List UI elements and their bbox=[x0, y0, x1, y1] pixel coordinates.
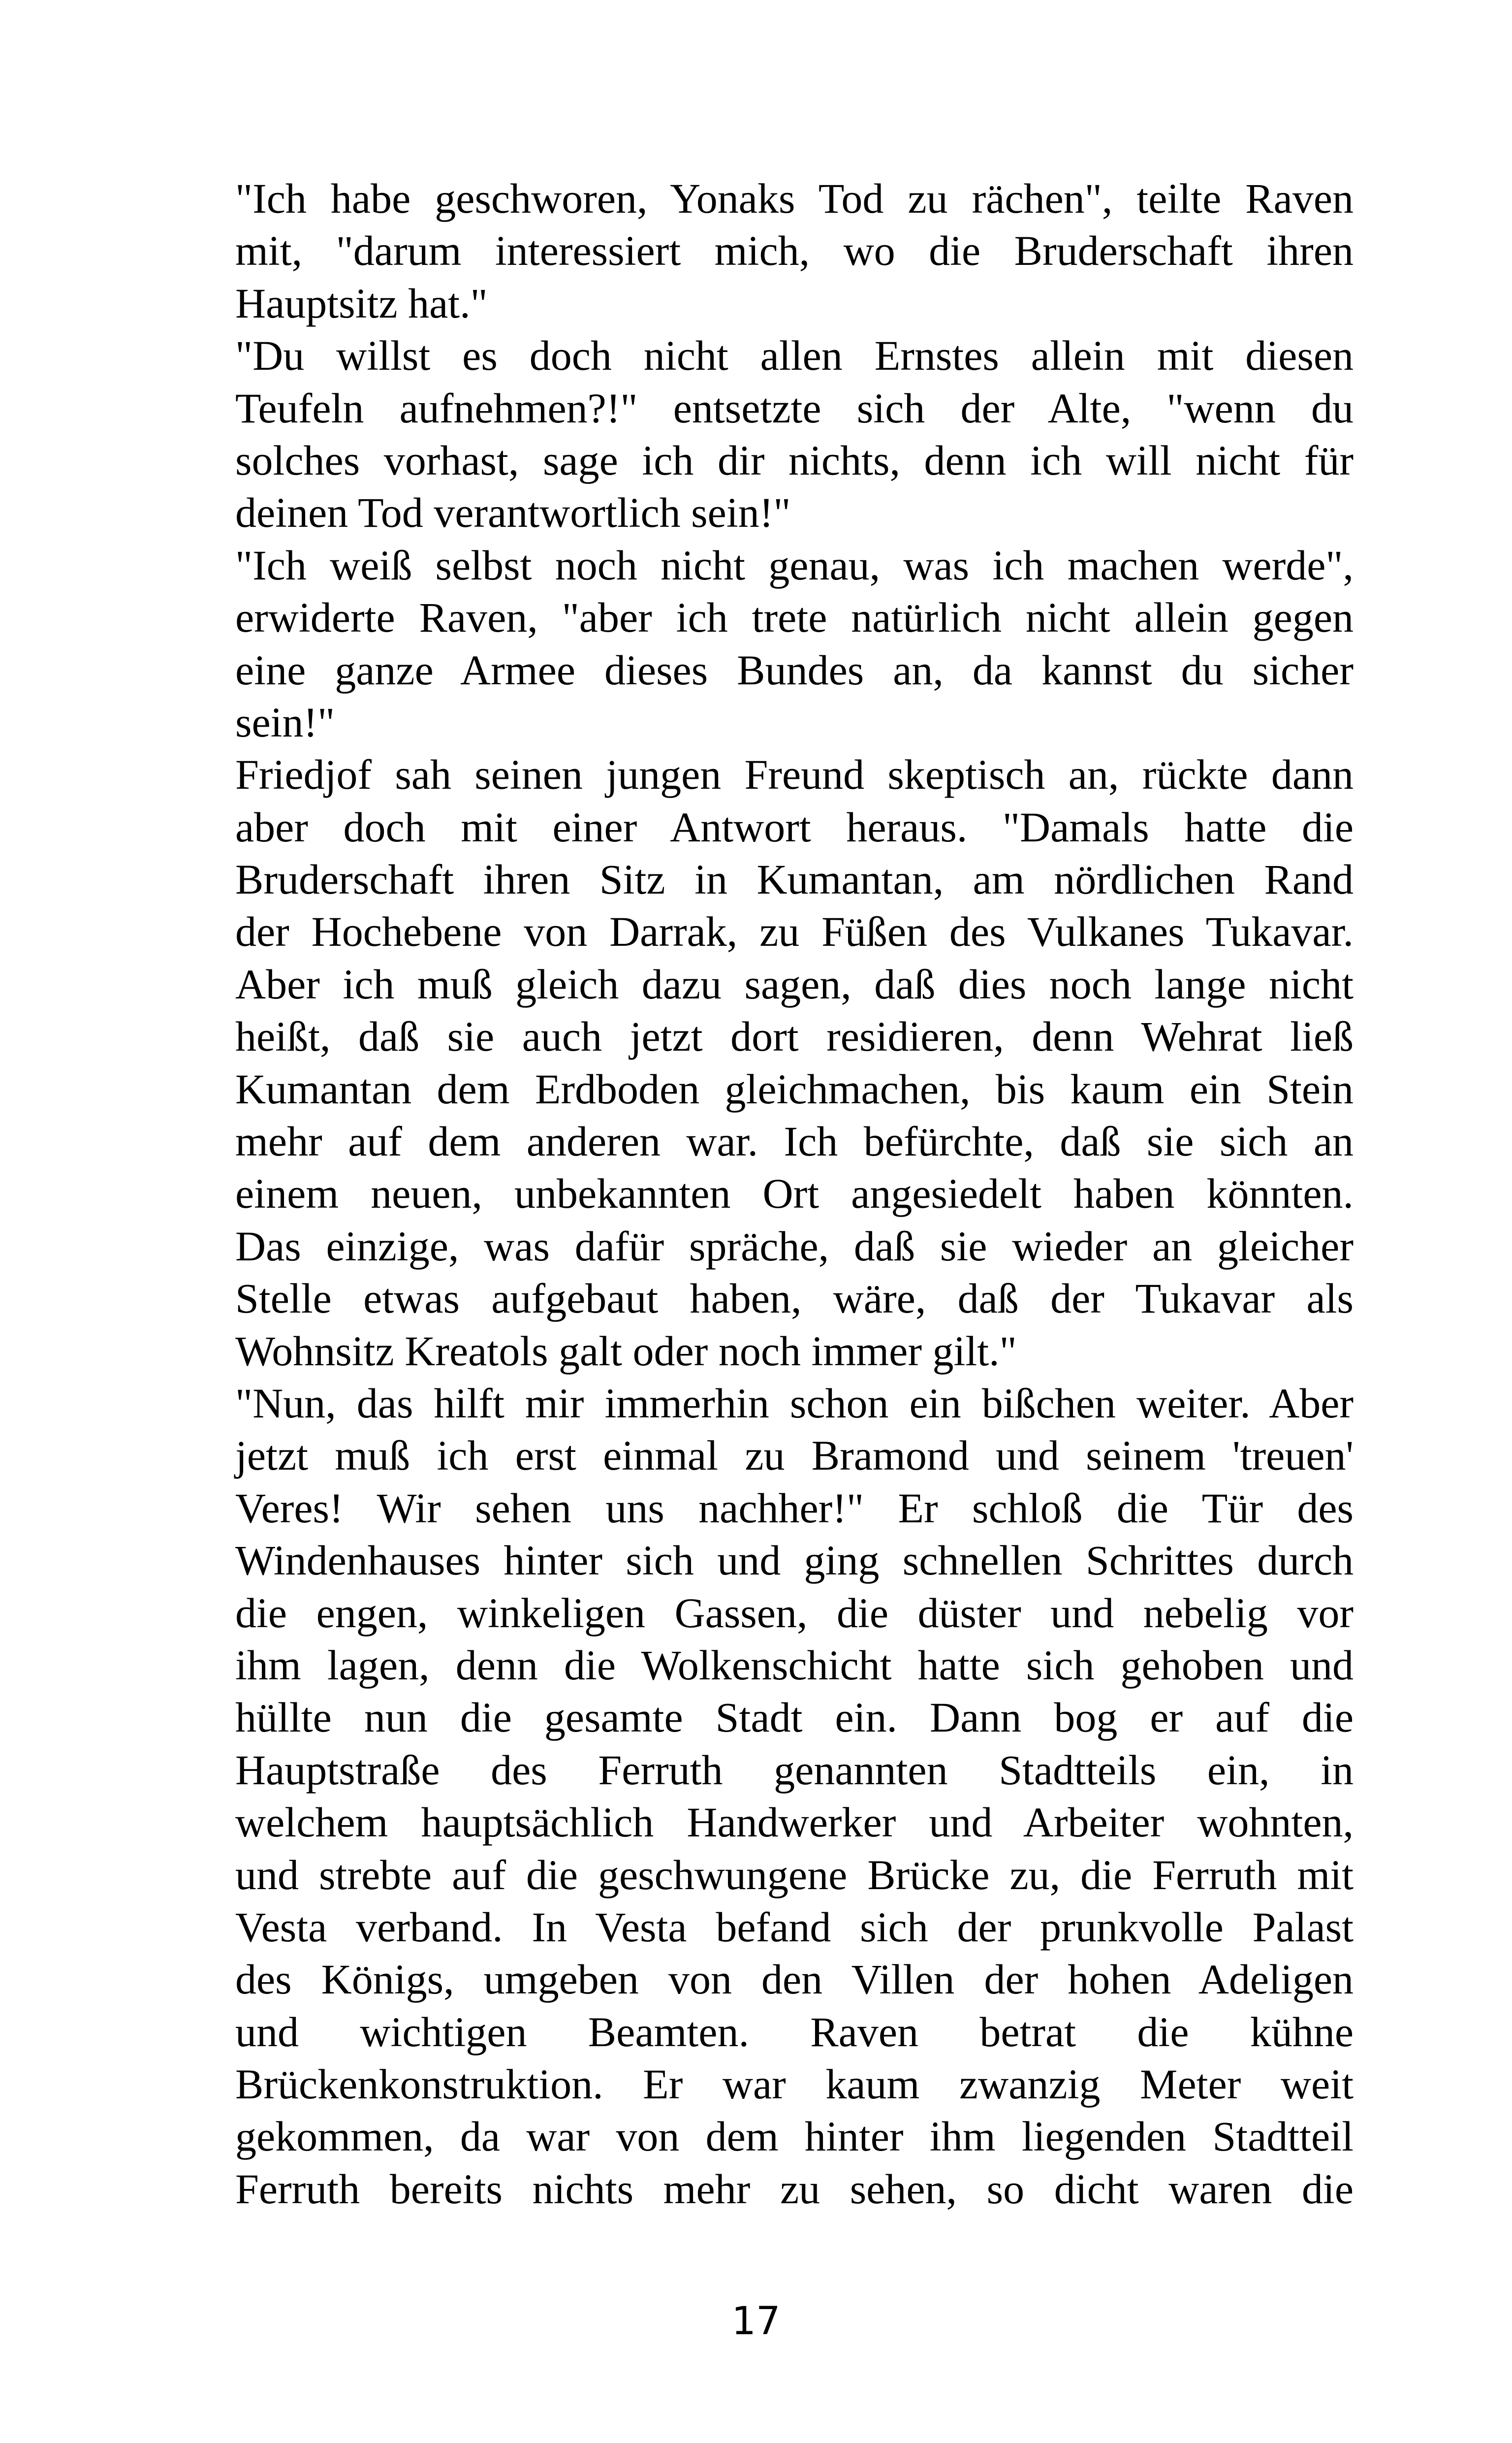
text-line: Windenhauses hinter sich und ging schnellen Schrittes durch bbox=[235, 1537, 1354, 1584]
text-line: Ferruth bereits nichts mehr zu sehen, so dicht waren die bbox=[235, 2165, 1354, 2213]
text-line: Wohnsitz Kreatols galt oder noch immer gilt." bbox=[235, 1327, 1017, 1375]
text-line: Bruderschaft ihren Sitz in Kumantan, am nördlichen Rand bbox=[235, 856, 1354, 903]
text-line: welchem hauptsächlich Handwerker und Arbeiter wohnten, bbox=[235, 1799, 1354, 1846]
text-line: hüllte nun die gesamte Stadt ein. Dann bog er auf die bbox=[235, 1694, 1354, 1741]
text-line: mehr auf dem anderen war. Ich befürchte, daß sie sich an bbox=[235, 1118, 1354, 1165]
text-line: die engen, winkeligen Gassen, die düster und nebelig vor bbox=[235, 1589, 1354, 1637]
page-number: 17 bbox=[731, 2299, 781, 2344]
text-line: eine ganze Armee dieses Bundes an, da kannst du sicher bbox=[235, 646, 1354, 694]
text-line: erwiderte Raven, "aber ich trete natürlich nicht allein gegen bbox=[235, 594, 1354, 642]
text-line: mit, "darum interessiert mich, wo die Bruderschaft ihren bbox=[235, 227, 1354, 275]
text-line: und wichtigen Beamten. Raven betrat die kühne bbox=[235, 2008, 1354, 2056]
text-line: jetzt muß ich erst einmal zu Bramond und seinem 'treuen' bbox=[235, 1432, 1354, 1479]
text-line: einem neuen, unbekannten Ort angesiedelt haben könnten. bbox=[235, 1170, 1354, 1218]
text-line: der Hochebene von Darrak, zu Füßen des Vulkanes Tukavar. bbox=[235, 908, 1354, 956]
text-line: Friedjof sah seinen jungen Freund skeptisch an, rückte dann bbox=[235, 751, 1354, 799]
text-line: Stelle etwas aufgebaut haben, wäre, daß der Tukavar als bbox=[235, 1275, 1354, 1322]
text-line: heißt, daß sie auch jetzt dort residieren, denn Wehrat ließ bbox=[235, 1013, 1354, 1061]
text-line: solches vorhast, sage ich dir nichts, denn ich will nicht für bbox=[235, 436, 1354, 484]
text-line: "Ich habe geschworen, Yonaks Tod zu rächen", teilte Raven bbox=[235, 175, 1354, 222]
text-line: Aber ich muß gleich dazu sagen, daß dies noch lange nicht bbox=[235, 960, 1354, 1008]
text-line: deinen Tod verantwortlich sein!" bbox=[235, 489, 791, 537]
text-line: Hauptstraße des Ferruth genannten Stadtteils ein, in bbox=[235, 1746, 1354, 1794]
text-line: Das einzige, was dafür spräche, daß sie wieder an gleicher bbox=[235, 1222, 1354, 1270]
text-line: Kumantan dem Erdboden gleichmachen, bis kaum ein Stein bbox=[235, 1065, 1354, 1113]
text-line: und strebte auf die geschwungene Brücke zu, die Ferruth mit bbox=[235, 1851, 1354, 1898]
text-line: des Königs, umgeben von den Villen der hohen Adeligen bbox=[235, 1956, 1354, 2003]
text-line: "Nun, das hilft mir immerhin schon ein bißchen weiter. Aber bbox=[235, 1379, 1354, 1427]
text-line: "Du willst es doch nicht allen Ernstes allein mit diesen bbox=[235, 332, 1354, 380]
body-text bbox=[235, 172, 1354, 2215]
text-line: sein!" bbox=[235, 698, 335, 746]
text-line: "Ich weiß selbst noch nicht genau, was ich machen werde", bbox=[235, 541, 1354, 589]
text-line: Veres! Wir sehen uns nachher!" Er schloß die Tür des bbox=[235, 1484, 1354, 1532]
text-line: Vesta verband. In Vesta befand sich der prunkvolle Palast bbox=[235, 1903, 1354, 1951]
text-line: gekommen, da war von dem hinter ihm liegenden Stadtteil bbox=[235, 2113, 1354, 2160]
text-line: ihm lagen, denn die Wolkenschicht hatte sich gehoben und bbox=[235, 1641, 1354, 1689]
text-line: Brückenkonstruktion. Er war kaum zwanzig Meter weit bbox=[235, 2060, 1354, 2108]
text-line: Teufeln aufnehmen?!" entsetzte sich der Alte, "wenn du bbox=[235, 384, 1354, 432]
text-line: aber doch mit einer Antwort heraus. "Damals hatte die bbox=[235, 803, 1354, 851]
text-line: Hauptsitz hat." bbox=[235, 279, 488, 327]
